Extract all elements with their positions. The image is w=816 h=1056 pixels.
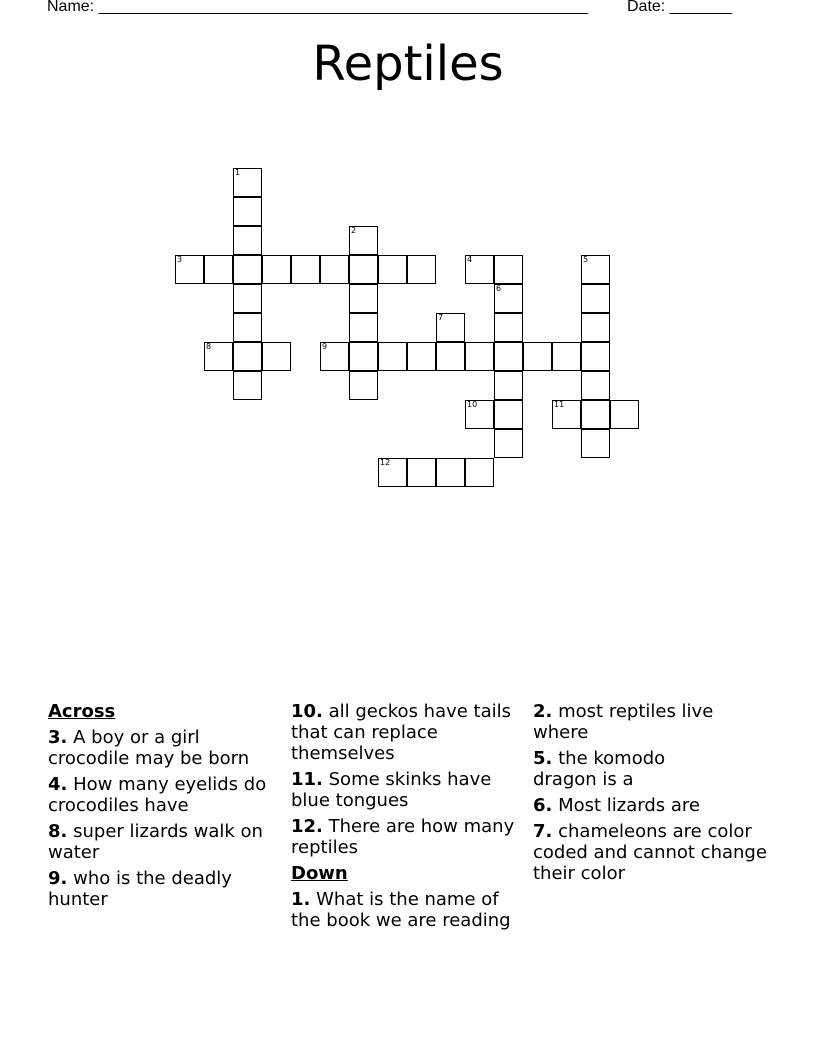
cell-number: 10 — [467, 400, 478, 409]
crossword-cell[interactable] — [465, 400, 494, 429]
crossword-cell[interactable] — [320, 342, 349, 371]
clue-text: How many eyelids do crocodiles have — [48, 774, 267, 816]
crossword-cell[interactable] — [436, 313, 465, 342]
page-title: Reptiles — [312, 36, 504, 92]
clue-number: 2. — [533, 701, 553, 722]
crossword-cell[interactable] — [349, 226, 378, 255]
clue-text: chameleons are color coded and cannot change their color — [533, 821, 767, 884]
crossword-cell[interactable] — [262, 255, 291, 284]
across-clue — [48, 774, 280, 816]
clue-text: super lizards walk on water — [48, 821, 263, 863]
crossword-cell[interactable] — [378, 255, 407, 284]
clues-column-1 — [48, 701, 280, 915]
cell-number: 4 — [467, 255, 473, 264]
crossword-cell[interactable] — [581, 284, 610, 313]
crossword-cell[interactable] — [378, 342, 407, 371]
crossword-cell[interactable] — [610, 400, 639, 429]
clues-column-2 — [291, 701, 515, 936]
crossword-cell[interactable] — [204, 255, 233, 284]
crossword-cell[interactable] — [407, 342, 436, 371]
crossword-cell[interactable] — [349, 313, 378, 342]
crossword-cell[interactable] — [494, 371, 523, 400]
crossword-cell[interactable] — [523, 342, 552, 371]
crossword-cell[interactable] — [233, 342, 262, 371]
clue-text: most reptiles live where — [533, 701, 714, 743]
crossword-cell[interactable] — [494, 284, 523, 313]
date-field-label: Date: _______ — [627, 0, 732, 15]
clue-number: 9. — [48, 868, 68, 889]
down-clue — [291, 889, 515, 931]
crossword-cell[interactable] — [233, 255, 262, 284]
across-heading: Across — [48, 701, 116, 722]
clues-column-3 — [533, 701, 773, 889]
clue-number: 12. — [291, 816, 323, 837]
cell-number: 6 — [496, 284, 502, 293]
cell-number: 3 — [177, 255, 183, 264]
crossword-cell[interactable] — [494, 342, 523, 371]
clue-number: 1. — [291, 889, 311, 910]
clue-number: 11. — [291, 769, 323, 790]
cell-number: 12 — [380, 458, 391, 467]
crossword-cell[interactable] — [581, 313, 610, 342]
clue-number: 7. — [533, 821, 553, 842]
across-clue — [291, 701, 515, 764]
across-clue — [48, 727, 280, 769]
cell-number: 9 — [322, 342, 328, 351]
down-clue — [533, 795, 773, 816]
crossword-cell[interactable] — [378, 458, 407, 487]
crossword-cell[interactable] — [436, 342, 465, 371]
crossword-cell[interactable] — [233, 226, 262, 255]
crossword-cell[interactable] — [349, 284, 378, 313]
clue-text: all geckos have tails that can replace themselves — [291, 701, 512, 764]
clue-text: There are how many reptiles — [291, 816, 515, 858]
clue-text: Some skinks have blue tongues — [291, 769, 492, 811]
crossword-cell[interactable] — [581, 371, 610, 400]
crossword-cell[interactable] — [349, 342, 378, 371]
crossword-cell[interactable] — [233, 197, 262, 226]
crossword-cell[interactable] — [494, 255, 523, 284]
cell-number: 11 — [554, 400, 565, 409]
cell-number: 7 — [438, 313, 444, 322]
cell-number: 8 — [206, 342, 212, 351]
crossword-cell[interactable] — [349, 255, 378, 284]
clue-text: the komodo dragon is a — [533, 748, 666, 790]
crossword-cell[interactable] — [349, 371, 378, 400]
down-clue — [533, 701, 773, 743]
clue-number: 4. — [48, 774, 68, 795]
crossword-cell[interactable] — [233, 284, 262, 313]
name-field-label: Name: _______________________________________________________ — [47, 0, 588, 15]
down-heading: Down — [291, 863, 348, 884]
crossword-cell[interactable] — [581, 255, 610, 284]
clue-text: who is the deadly hunter — [48, 868, 232, 910]
crossword-cell[interactable] — [465, 342, 494, 371]
crossword-cell[interactable] — [552, 400, 581, 429]
crossword-cell[interactable] — [494, 429, 523, 458]
crossword-cell[interactable] — [581, 429, 610, 458]
clue-number: 6. — [533, 795, 553, 816]
crossword-cell[interactable] — [581, 400, 610, 429]
clue-number: 5. — [533, 748, 553, 769]
clue-number: 10. — [291, 701, 323, 722]
crossword-cell[interactable] — [233, 371, 262, 400]
across-clue — [291, 816, 515, 858]
clue-number: 8. — [48, 821, 68, 842]
clue-text: What is the name of the book we are reading — [291, 889, 511, 931]
crossword-cell[interactable] — [581, 342, 610, 371]
across-clue — [48, 868, 280, 910]
clue-text: A boy or a girl crocodile may be born — [48, 727, 250, 769]
clue-text: Most lizards are — [558, 795, 701, 816]
crossword-cell[interactable] — [320, 255, 349, 284]
crossword-cell[interactable] — [262, 342, 291, 371]
across-clue — [291, 769, 515, 811]
crossword-cell[interactable] — [436, 458, 465, 487]
across-clue — [48, 821, 280, 863]
cell-number: 2 — [351, 226, 357, 235]
down-clue — [533, 748, 693, 790]
crossword-cell[interactable] — [407, 255, 436, 284]
down-clue — [533, 821, 773, 884]
crossword-cell[interactable] — [204, 342, 233, 371]
crossword-cell[interactable] — [552, 342, 581, 371]
crossword-cell[interactable] — [291, 255, 320, 284]
cell-number: 1 — [235, 168, 241, 177]
crossword-cell[interactable] — [233, 168, 262, 197]
crossword-cell[interactable] — [465, 458, 494, 487]
crossword-cell[interactable] — [465, 255, 494, 284]
crossword-cell[interactable] — [407, 458, 436, 487]
crossword-cell[interactable] — [233, 313, 262, 342]
clue-number: 3. — [48, 727, 68, 748]
crossword-cell[interactable] — [494, 313, 523, 342]
crossword-cell[interactable] — [494, 400, 523, 429]
crossword-cell[interactable] — [175, 255, 204, 284]
cell-number: 5 — [583, 255, 589, 264]
